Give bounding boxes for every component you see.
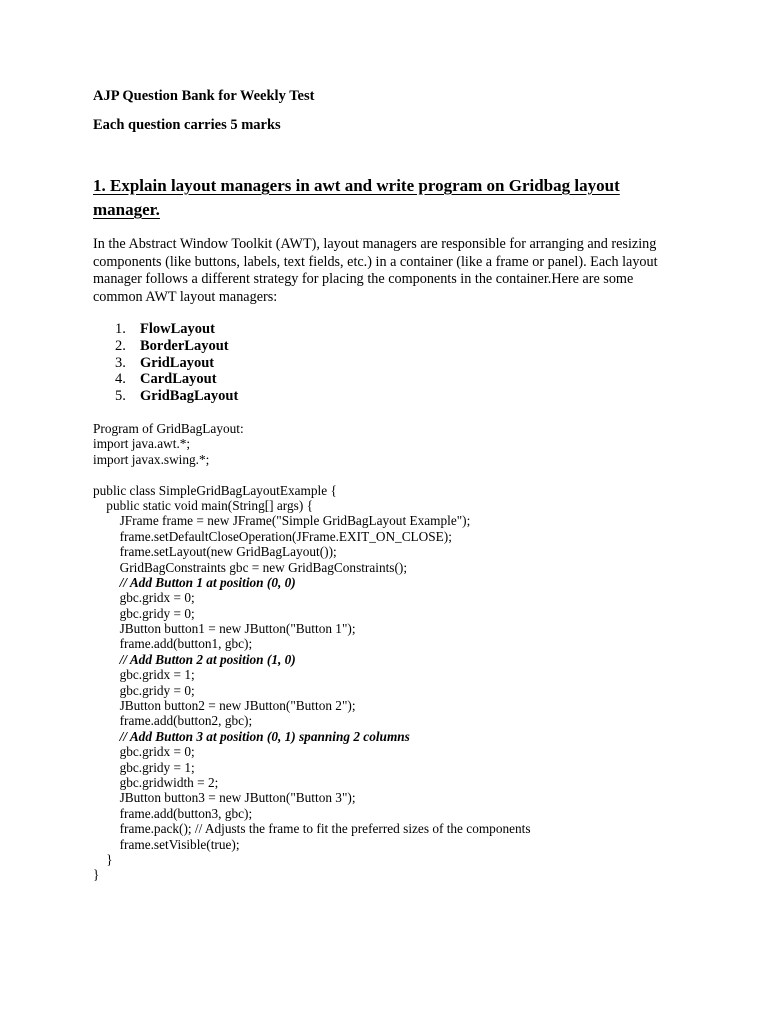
list-item-label: GridBagLayout xyxy=(140,388,239,405)
code-line xyxy=(93,467,531,482)
code-line: JButton button3 = new JButton("Button 3"); xyxy=(93,790,356,806)
list-number: 3. xyxy=(115,354,126,371)
list-item-label: BorderLayout xyxy=(140,337,229,354)
question-title: 1. Explain layout managers in awt and write program on Gridbag layout manager. xyxy=(93,176,620,219)
list-item xyxy=(115,355,238,372)
document-header: AJP Question Bank for Weekly Test xyxy=(93,88,315,104)
code-line: frame.add(button1, gbc); xyxy=(93,636,253,652)
code-line: Program of GridBagLayout: xyxy=(93,421,244,436)
code-comment-line: // Add Button 3 at position (0, 1) spanning 2 columns xyxy=(93,728,410,744)
code-line: public static void main(String[] args) { xyxy=(93,497,313,513)
code-line: GridBagConstraints gbc = new GridBagConstraints(); xyxy=(93,559,408,575)
list-number: 4. xyxy=(115,371,126,388)
code-comment-line: // Add Button 2 at position (1, 0) xyxy=(93,651,296,667)
code-line: } xyxy=(93,867,100,883)
code-line: public class SimpleGridBagLayoutExample { xyxy=(93,482,337,498)
code-line: frame.setVisible(true); xyxy=(93,836,240,852)
list-item xyxy=(115,371,238,388)
code-line: frame.setDefaultCloseOperation(JFrame.EXIT_ON_CLOSE); xyxy=(93,528,452,544)
code-line: gbc.gridy = 0; xyxy=(93,682,195,698)
code-line: gbc.gridy = 1; xyxy=(93,759,195,775)
code-line: import java.awt.*; xyxy=(93,436,191,452)
list-number: 5. xyxy=(115,388,126,405)
code-line: gbc.gridx = 0; xyxy=(93,744,195,760)
list-item xyxy=(115,321,238,338)
code-line: frame.add(button2, gbc); xyxy=(93,713,253,729)
intro-paragraph: In the Abstract Window Toolkit (AWT), layout managers are responsible for arranging and resizing components (like buttons, labels, text fields, etc.) in a container (like a frame or panel). Each layout manager follows a different strategy for placing the components in the container.Here are some common AWT layout managers: xyxy=(93,236,658,305)
list-item-label: GridLayout xyxy=(140,354,215,371)
list-item-label: FlowLayout xyxy=(140,321,215,337)
code-block xyxy=(93,421,531,883)
list-item xyxy=(115,338,238,355)
list-item xyxy=(115,388,238,405)
code-line: gbc.gridwidth = 2; xyxy=(93,774,219,790)
code-line: frame.add(button3, gbc); xyxy=(93,805,253,821)
code-line: import javax.swing.*; xyxy=(93,451,210,467)
code-line: gbc.gridx = 0; xyxy=(93,590,195,606)
code-line: JButton button1 = new JButton("Button 1"); xyxy=(93,621,356,637)
list-number: 1. xyxy=(115,321,126,337)
code-line: frame.setLayout(new GridBagLayout()); xyxy=(93,544,337,560)
code-line: gbc.gridx = 1; xyxy=(93,667,195,683)
code-line: JFrame frame = new JFrame("Simple GridBagLayout Example"); xyxy=(93,513,471,529)
code-line: JButton button2 = new JButton("Button 2"); xyxy=(93,698,356,714)
code-line: gbc.gridy = 0; xyxy=(93,605,195,621)
code-line: } xyxy=(93,851,113,867)
list-number: 2. xyxy=(115,337,126,354)
marks-note: Each question carries 5 marks xyxy=(93,117,281,133)
code-comment-line: // Add Button 1 at position (0, 0) xyxy=(93,574,296,590)
layout-manager-list xyxy=(115,321,238,405)
list-item-label: CardLayout xyxy=(140,371,217,388)
code-line: frame.pack(); // Adjusts the frame to fit the preferred sizes of the components xyxy=(93,821,531,837)
